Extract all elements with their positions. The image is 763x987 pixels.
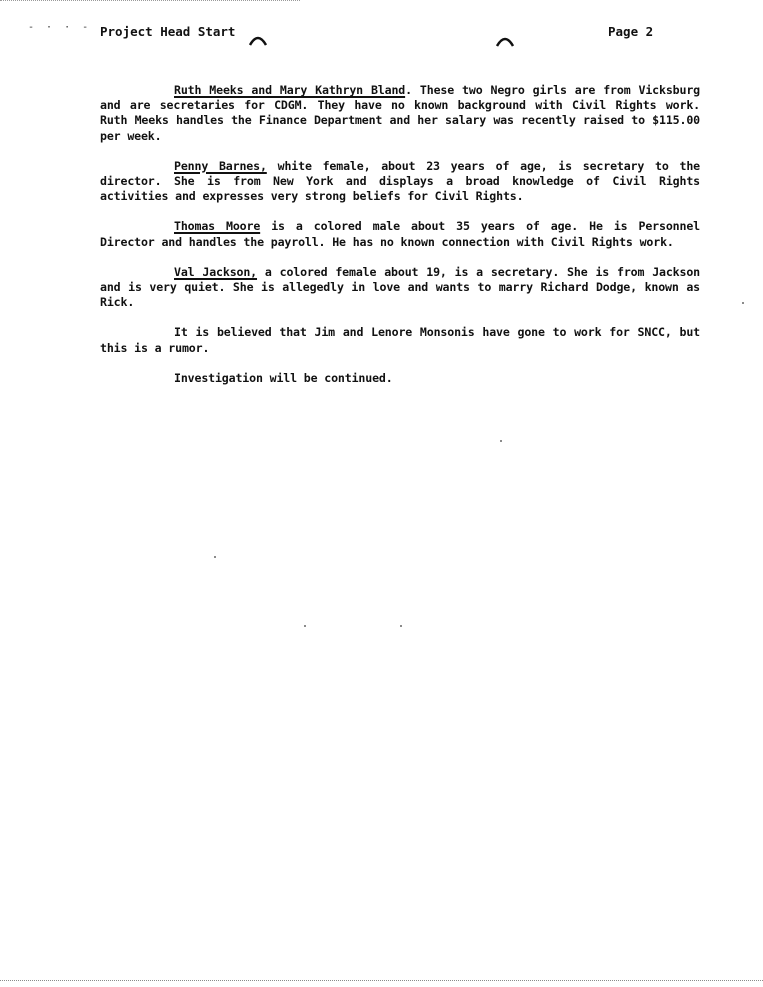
paragraph-text: a colored female about 19, is a secretary. She is from Jackson and is very quiet. She is allegedly in love and wants to marry Richard Dodge, known as Rick.	[100, 264, 701, 310]
person-name: Penny Barnes,	[174, 158, 267, 173]
scan-speck	[400, 625, 402, 627]
scan-speck	[500, 440, 502, 442]
paragraph-jackson	[100, 265, 700, 311]
paragraph-text: . These two Negro girls are from Vicksburg and are secretaries for CDGM. They have no known background with Civil Rights work. Ruth Meeks handles the Finance Department and her salary was recently raised to $115.00 per week.	[100, 83, 700, 143]
page-number: Page 2	[608, 24, 654, 39]
scan-speck	[214, 556, 216, 558]
scan-edge-bottom	[0, 980, 763, 983]
person-name: Ruth Meeks and Mary Kathryn Bland	[174, 83, 406, 97]
paragraph-closing	[100, 371, 700, 386]
person-name: Val Jackson,	[174, 264, 258, 279]
paragraph-moore	[100, 219, 700, 249]
document-title: Project Head Start	[100, 24, 236, 39]
margin-marks: - · · -	[28, 22, 92, 33]
person-name: Thomas Moore	[174, 219, 261, 234]
document-body	[100, 83, 700, 401]
paragraph-meeks-bland	[100, 83, 700, 144]
paragraph-text: white female, about 23 years of age, is secretary to the director. She is from New York and displays a broad knowledge of Civil Rights activities and expresses very strong beliefs for Civil Rights.	[100, 158, 701, 204]
scan-speck	[304, 625, 306, 627]
paragraph-barnes	[100, 159, 700, 205]
paragraph-text: is a colored male about 35 years of age. He is Personnel Director and handles the payroll. He has no known connection with Civil Rights work.	[100, 219, 700, 249]
paragraph-text: It is believed that Jim and Lenore Monsonis have gone to work for SNCC, but this is a rumor.	[100, 325, 700, 355]
scan-edge-top	[0, 0, 300, 4]
paragraph-monsonis	[100, 325, 700, 355]
scan-speck	[742, 302, 744, 304]
punch-mark-right	[495, 34, 515, 48]
punch-mark-left	[248, 33, 268, 47]
paragraph-text: Investigation will be continued.	[174, 370, 393, 385]
